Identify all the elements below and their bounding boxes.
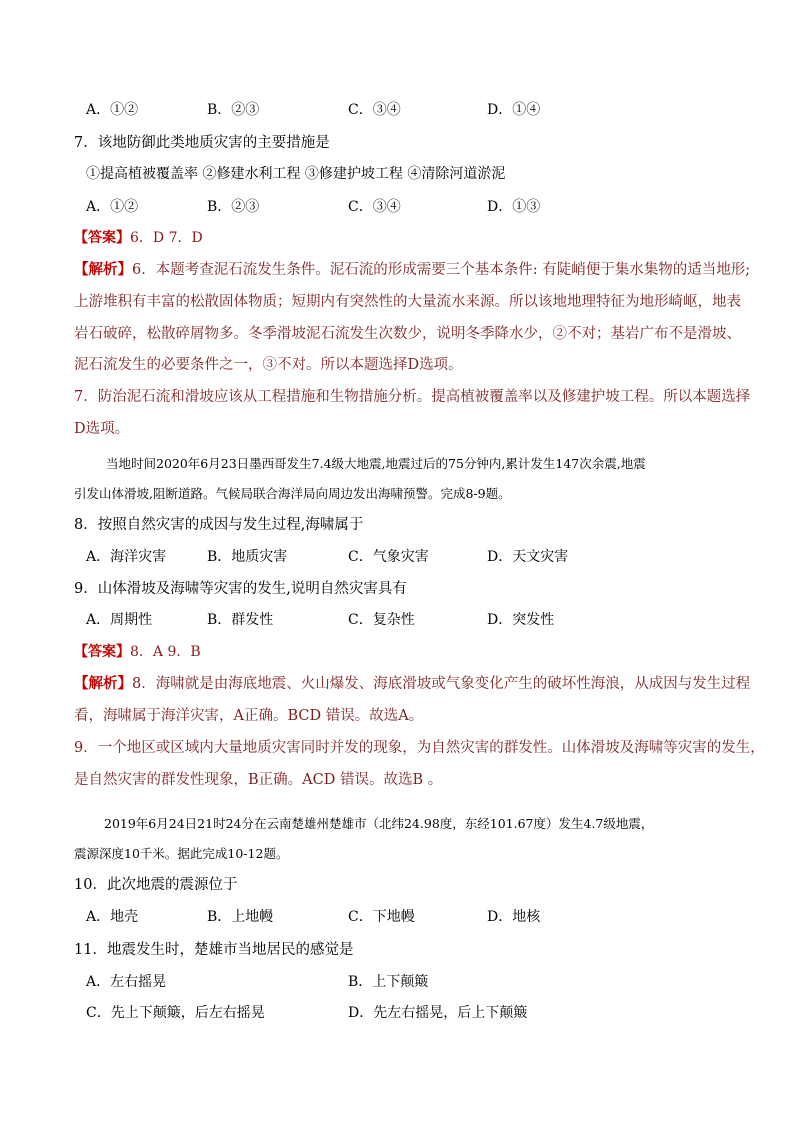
answer-text: 6．D 7．D [130,230,203,246]
analysis-7-line1: 7．防治泥石流和滑坡应该从工程措施和生物措施分析。提高植被覆盖率以及修建护坡工程。所以本题选择 [74,389,751,405]
q8-option-c: C．气象灾害 [348,549,429,565]
analysis-tag: 【解析】 [74,675,132,692]
analysis-6-line1 [74,261,750,279]
q10-option-b: B．上地幔 [207,909,274,925]
passage-8-9-line2: 引发山体滑坡,阻断道路。气候局联合海洋局向周边发出海啸预警。完成8-9题。 [74,486,511,501]
q9-option-a: A．周期性 [86,612,153,628]
q7-stem: 7．该地防御此类地质灾害的主要措施是 [74,135,330,151]
q11-option-d: D．先左右摇晃，后上下颠簸 [348,1005,528,1021]
analysis-text: 6．本题考查泥石流发生条件。泥石流的形成需要三个基本条件: 有陡峭便于集水集物的适当地形; [132,262,751,278]
q7-option-b: B．②③ [207,199,260,215]
q10-stem: 10．此次地震的震源位于 [74,877,238,893]
analysis-8-line2: 看，海啸属于海洋灾害，A正确。BCD 错误。故选A。 [74,708,424,724]
q6-option-d: D．①④ [487,102,541,118]
analysis-8-line1 [74,675,750,693]
q6-option-a: A．①② [86,102,139,118]
q11-option-a: A．左右摇晃 [86,974,167,990]
q8-option-b: B．地质灾害 [207,549,288,565]
q6-option-b: B．②③ [207,102,260,118]
q8-stem: 8．按照自然灾害的成因与发生过程,海啸属于 [74,517,364,533]
passage-10-12-line1: 2019年6月24日21时24分在云南楚雄州楚雄市（北纬24.98度，东经101.67度）发生4.7级地震， [104,816,654,831]
q9-option-b: B．群发性 [207,612,274,628]
q7-option-c: C．③④ [348,199,401,215]
answer-tag: 【答案】 [74,230,130,246]
passage-8-9-line1: 当地时间2020年6月23日墨西哥发生7.4级大地震,地震过后的75分钟内,累计发生147次余震,地震 [106,456,646,471]
analysis-tag: 【解析】 [74,261,132,278]
q11-option-b: B．上下颠簸 [348,974,429,990]
answer-text: 8．A 9．B [130,644,201,660]
analysis-7-line2: D选项。 [74,421,130,437]
analysis-6-line4: 泥石流发生的必要条件之一，③不对。所以本题选择D选项。 [74,357,463,373]
q11-option-c: C．先上下颠簸，后左右摇晃 [86,1005,265,1021]
analysis-9-line2: 是自然灾害的群发性现象，B正确。ACD 错误。故选B 。 [74,772,443,788]
q7-option-d: D．①③ [487,199,541,215]
answer-tag: 【答案】 [74,644,130,660]
q8-option-a: A．海洋灾害 [86,549,167,565]
q7-option-a: A．①② [86,199,139,215]
passage-10-12-line2: 震源深度10千米。据此完成10-12题。 [74,846,289,861]
q9-option-c: C．复杂性 [348,612,415,628]
q10-option-c: C．下地幔 [348,909,415,925]
q6-option-c: C．③④ [348,102,401,118]
analysis-6-line2: 上游堆积有丰富的松散固体物质；短期内有突然性的大量流水来源。所以该地地理特征为地形崎岖，地表 [74,294,741,310]
analysis-text: 8．海啸就是由海底地震、火山爆发、海底滑坡或气象变化产生的破坏性海浪，从成因与发生过程 [132,676,751,692]
q10-option-a: A．地壳 [86,909,139,925]
q7-items: ①提高植被覆盖率 ②修建水利工程 ③修建护坡工程 ④清除河道淤泥 [86,166,506,182]
q10-option-d: D．地核 [487,909,541,925]
q9-stem: 9．山体滑坡及海啸等灾害的发生,说明自然灾害具有 [74,581,407,597]
q8-option-d: D．天文灾害 [487,549,569,565]
analysis-9-line1: 9．一个地区或区域内大量地质灾害同时并发的现象，为自然灾害的群发性。山体滑坡及海啸等灾害的发生， [74,740,765,756]
analysis-6-line3: 岩石破碎，松散碎屑物多。冬季滑坡泥石流发生次数少，说明冬季降水少，②不对；基岩广布不是滑坡、 [74,326,741,342]
q9-option-d: D．突发性 [487,612,555,628]
answer-6-7 [74,229,203,247]
answer-8-9 [74,643,201,661]
q11-stem: 11．地震发生时，楚雄市当地居民的感觉是 [74,942,354,958]
